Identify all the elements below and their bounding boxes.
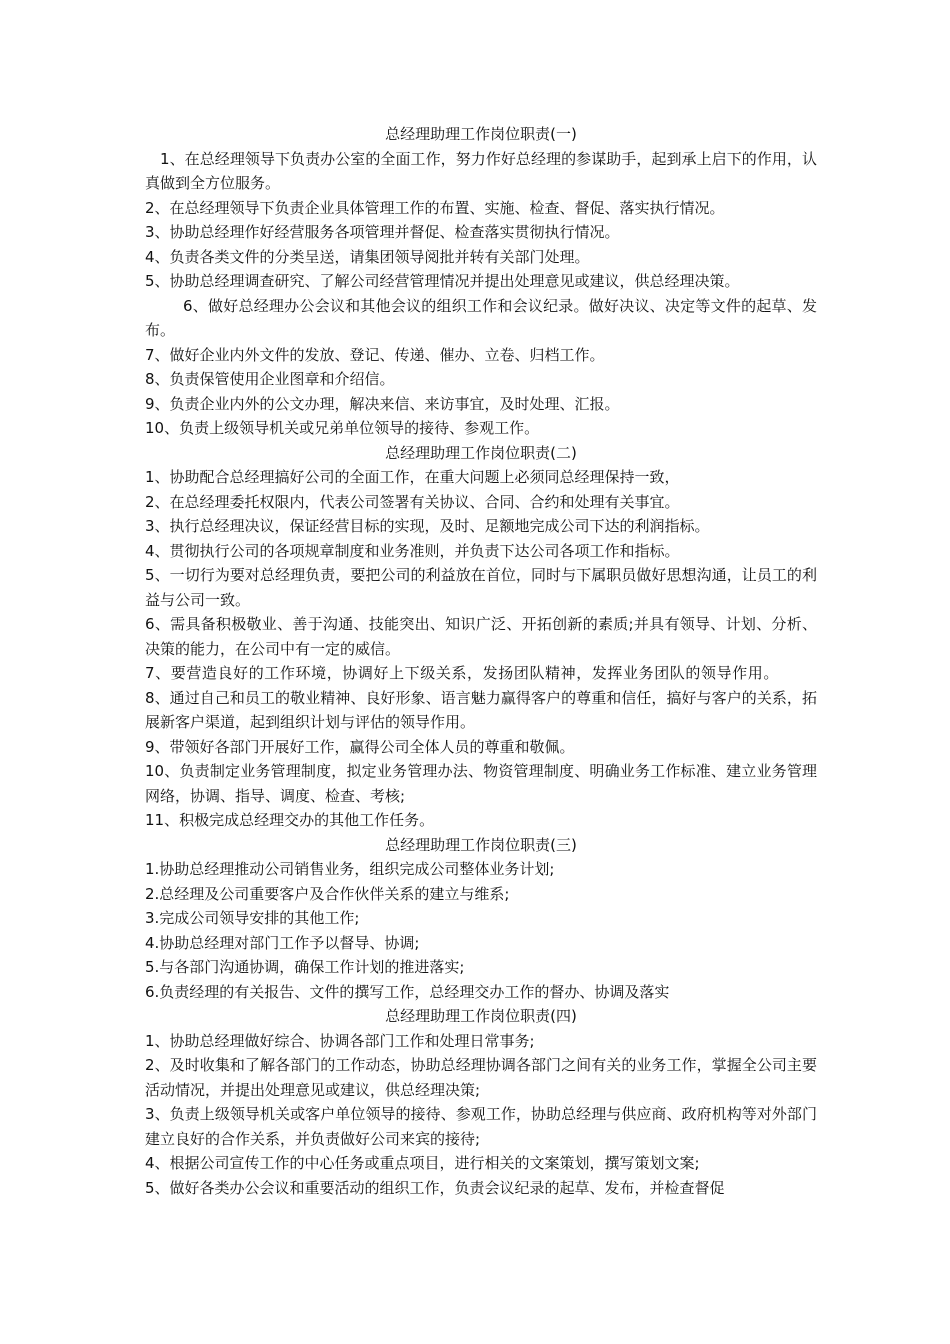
list-item: 6、做好总经理办公会议和其他会议的组织工作和会议纪录。做好决议、决定等文件的起草、发布。 — [145, 296, 817, 339]
list-item: 2、在总经理委托权限内，代表公司签署有关协议、合同、合约和处理有关事宜。 — [145, 492, 680, 511]
list-item: 8、负责保管使用企业图章和介绍信。 — [145, 370, 395, 388]
list-item: 2、及时收集和了解各部门的工作动态，协助总经理协调各部门之间有关的业务工作，掌握全公司主要活动情况，并提出处理意见或建议，供总经理决策; — [145, 1056, 817, 1099]
section-title: 总经理助理工作岗位职责(四) — [385, 1007, 577, 1025]
section-title: 总经理助理工作岗位职责(三) — [385, 835, 577, 854]
list-item: 10、负责上级领导机关或兄弟单位领导的接待、参观工作。 — [145, 419, 540, 437]
list-item: 9、负责企业内外的公文办理，解决来信、来访事宜，及时处理、汇报。 — [145, 394, 620, 413]
list-item: 4、根据公司宣传工作的中心任务或重点项目，进行相关的文案策划，撰写策划文案; — [145, 1154, 700, 1172]
list-item: 7、做好企业内外文件的发放、登记、传递、催办、立卷、归档工作。 — [145, 345, 605, 364]
merged-paragraph — [145, 661, 817, 735]
section-title: 总经理助理工作岗位职责(一) — [385, 125, 577, 143]
document-page — [145, 122, 817, 1200]
list-item: 4.协助总经理对部门工作予以督导、协调; — [145, 933, 420, 952]
list-item: 3、负责上级领导机关或客户单位领导的接待、参观工作，协助总经理与供应商、政府机构等对外部门建立良好的合作关系，并负责做好公司来宾的接待; — [145, 1105, 817, 1148]
list-item: 2.总经理及公司重要客户及合作伙伴关系的建立与维系; — [145, 884, 510, 903]
list-item: 9、带领好各部门开展好工作，赢得公司全体人员的尊重和敬佩。 — [145, 737, 575, 756]
list-item: 6、需具备积极敬业、善于沟通、技能突出、知识广泛、开拓创新的素质;并具有领导、计划、分析、决策的能力，在公司中有一定的威信。 — [145, 615, 817, 658]
list-item: 10、负责制定业务管理制度，拟定业务管理办法、物资管理制度、明确业务工作标准、建立业务管理网络，协调、指导、调度、检查、考核; — [145, 762, 817, 805]
list-item: 2、在总经理领导下负责企业具体管理工作的布置、实施、检查、督促、落实执行情况。 — [145, 198, 725, 217]
list-item: 3、执行总经理决议，保证经营目标的实现，及时、足额地完成公司下达的利润指标。 — [145, 517, 710, 535]
list-item: 4、贯彻执行公司的各项规章制度和业务准则，并负责下达公司各项工作和指标。 — [145, 541, 680, 560]
list-item: 3.完成公司领导安排的其他工作; — [145, 909, 360, 927]
list-item: 1.协助总经理推动公司销售业务，组织完成公司整体业务计划; — [145, 860, 555, 878]
list-item: 11、积极完成总经理交办的其他工作任务。 — [145, 811, 435, 829]
list-item: 5、做好各类办公会议和重要活动的组织工作，负责会议纪录的起草、发布，并检查督促 — [145, 1178, 725, 1197]
list-item: 1、协助总经理做好综合、协调各部门工作和处理日常事务; — [145, 1031, 535, 1050]
list-item: 5、协助总经理调查研究、了解公司经营管理情况并提出处理意见或建议，供总经理决策。 — [145, 272, 740, 290]
list-item: 4、负责各类文件的分类呈送，请集团领导阅批并转有关部门处理。 — [145, 247, 590, 266]
list-item: 1、在总经理领导下负责办公室的全面工作，努力作好总经理的参谋助手，起到承上启下的作用，认真做到全方位服务。 — [145, 149, 817, 192]
section-title: 总经理助理工作岗位职责(二) — [385, 443, 577, 462]
list-item: 7、要营造良好的工作环境，协调好上下级关系，发扬团队精神，发挥业务团队的领导作用。 — [145, 664, 779, 682]
list-item: 5、一切行为要对总经理负责，要把公司的利益放在首位，同时与下属职员做好思想沟通，让员工的利益与公司一致。 — [145, 566, 817, 609]
list-item: 5.与各部门沟通协调，确保工作计划的推进落实; — [145, 958, 465, 976]
list-item: 8、通过自己和员工的敬业精神、良好形象、语言魅力赢得客户的尊重和信任，搞好与客户的关系，拓展新客户渠道，起到组织计划与评估的领导作用。 — [145, 688, 817, 731]
list-item: 6.负责经理的有关报告、文件的撰写工作，总经理交办工作的督办、协调及落实 — [145, 982, 670, 1001]
list-item: 1、协助配合总经理搞好公司的全面工作，在重大问题上必须同总经理保持一致， — [145, 468, 680, 486]
list-item: 3、协助总经理作好经营服务各项管理并督促、检查落实贯彻执行情况。 — [145, 223, 620, 241]
